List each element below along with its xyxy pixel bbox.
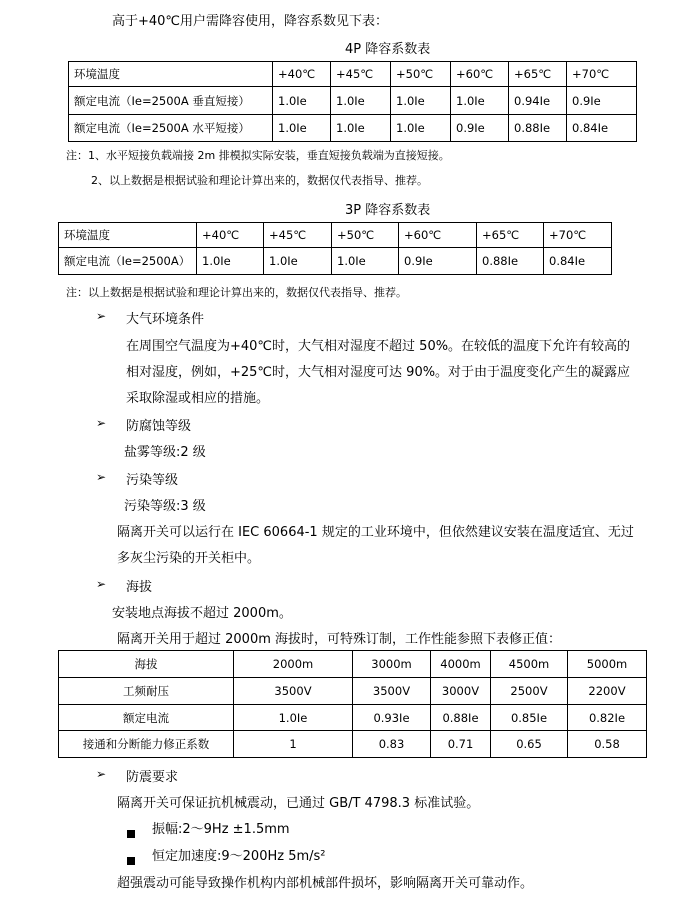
- value-cell: 1.0Ie: [197, 248, 264, 275]
- value-cell: 0.84Ie: [567, 115, 637, 142]
- value-cell: +40℃: [273, 62, 331, 87]
- value-cell: +45℃: [264, 223, 332, 248]
- square-bullet-icon: [127, 850, 135, 869]
- altitude-text-2: 隔离开关用于超过 2000m 海拔时，可特殊订制，工作性能参照下表修正值：: [117, 632, 562, 647]
- value-cell: 1.0Ie: [331, 87, 391, 115]
- value-cell: +50℃: [391, 62, 451, 87]
- table-3p-body: [59, 223, 612, 275]
- value-cell: 0.88Ie: [431, 705, 491, 731]
- seismic-warning: 超强震动可能导致操作机构内部机械部件损坏，影响隔离开关可靠动作。: [117, 876, 534, 891]
- row-label-cell: 额定电流: [59, 705, 234, 731]
- value-cell: 0.85Ie: [491, 705, 568, 731]
- value-cell: 2000m: [234, 651, 353, 678]
- value-cell: 1.0Ie: [391, 115, 451, 142]
- arrow-bullet-icon: ➢: [96, 416, 107, 430]
- corrosion-text: 盐雾等级:2 级: [124, 445, 206, 460]
- value-cell: 0.83: [353, 731, 431, 758]
- value-cell: 0.88Ie: [509, 115, 567, 142]
- value-cell: 0.9Ie: [399, 248, 477, 275]
- value-cell: 0.71: [431, 731, 491, 758]
- value-cell: 0.65: [491, 731, 568, 758]
- value-cell: 1.0Ie: [273, 87, 331, 115]
- value-cell: +40℃: [197, 223, 264, 248]
- value-cell: 1.0Ie: [264, 248, 332, 275]
- row-label-cell: 环境温度: [59, 223, 197, 248]
- table-4p-note2: 2、以上数据是根据试验和理论计算出来的，数据仅代表指导、推荐。: [91, 174, 428, 187]
- row-label-cell: 额定电流（Ie=2500A）: [59, 248, 197, 275]
- table-3p-note: 注：以上数据是根据试验和理论计算出来的，数据仅代表指导、推荐。: [66, 286, 407, 299]
- arrow-bullet-icon: ➢: [96, 309, 107, 323]
- value-cell: +70℃: [544, 223, 612, 248]
- atmos-line-1: 在周围空气温度为+40℃时，大气相对湿度不超过 50%。在较低的温度下允许有较高的: [126, 339, 631, 354]
- value-cell: 1.0Ie: [331, 115, 391, 142]
- value-cell: +50℃: [332, 223, 399, 248]
- table-row: [59, 651, 647, 678]
- value-cell: 0.94Ie: [509, 87, 567, 115]
- table-3p: [58, 222, 612, 275]
- table-row: [69, 87, 637, 115]
- value-cell: 0.84Ie: [544, 248, 612, 275]
- table-row: [69, 115, 637, 142]
- value-cell: 3500V: [353, 678, 431, 705]
- value-cell: +45℃: [331, 62, 391, 87]
- seismic-item-2: 恒定加速度:9～200Hz 5m/s²: [152, 849, 326, 864]
- row-label-cell: 环境温度: [69, 62, 273, 87]
- value-cell: 1.0Ie: [332, 248, 399, 275]
- atmos-line-3: 采取除湿或相应的措施。: [126, 391, 270, 406]
- value-cell: 0.88Ie: [477, 248, 544, 275]
- value-cell: 4000m: [431, 651, 491, 678]
- row-label-cell: 接通和分断能力修正系数: [59, 731, 234, 758]
- value-cell: 1.0Ie: [273, 115, 331, 142]
- value-cell: 1: [234, 731, 353, 758]
- value-cell: 5000m: [568, 651, 647, 678]
- value-cell: +65℃: [477, 223, 544, 248]
- altitude-heading: 海拔: [126, 580, 153, 595]
- value-cell: +70℃: [567, 62, 637, 87]
- table-row: [59, 678, 647, 705]
- value-cell: 0.9Ie: [567, 87, 637, 115]
- arrow-bullet-icon: ➢: [96, 470, 107, 484]
- pollution-heading: 污染等级: [126, 473, 179, 488]
- value-cell: 0.93Ie: [353, 705, 431, 731]
- row-label-cell: 额定电流（Ie=2500A 水平短接）: [69, 115, 273, 142]
- table-4p-title: 4P 降容系数表: [345, 42, 431, 57]
- row-label-cell: 工频耐压: [59, 678, 234, 705]
- value-cell: +65℃: [509, 62, 567, 87]
- pollution-line-2: 多灰尘污染的开关柜中。: [117, 551, 261, 566]
- pollution-text: 污染等级:3 级: [124, 499, 206, 514]
- row-label-cell: 海拔: [59, 651, 234, 678]
- atmos-line-2: 相对湿度，例如，+25℃时，大气相对湿度可达 90%。对于由于温度变化产生的凝露应: [126, 365, 631, 380]
- value-cell: 1.0Ie: [234, 705, 353, 731]
- atmos-heading: 大气环境条件: [126, 312, 205, 327]
- value-cell: 1.0Ie: [391, 87, 451, 115]
- table-altitude-body: [59, 651, 647, 758]
- value-cell: 0.82Ie: [568, 705, 647, 731]
- value-cell: 4500m: [491, 651, 568, 678]
- table-3p-title: 3P 降容系数表: [345, 203, 431, 218]
- pollution-line-1: 隔离开关可以运行在 IEC 60664-1 规定的工业环境中，但依然建议安装在温度适宜、无过: [117, 525, 634, 540]
- value-cell: +60℃: [399, 223, 477, 248]
- value-cell: 3500V: [234, 678, 353, 705]
- value-cell: 2200V: [568, 678, 647, 705]
- table-4p: [68, 61, 637, 142]
- table-row: [59, 731, 647, 758]
- table-row: [59, 248, 612, 275]
- value-cell: 3000V: [431, 678, 491, 705]
- value-cell: 3000m: [353, 651, 431, 678]
- value-cell: 0.9Ie: [451, 115, 509, 142]
- table-row: [59, 223, 612, 248]
- table-4p-body: [69, 62, 637, 142]
- intro-text: 高于+40℃用户需降容使用，降容系数见下表：: [112, 14, 389, 29]
- square-bullet-icon: [127, 823, 135, 842]
- table-row: [69, 62, 637, 87]
- value-cell: +60℃: [451, 62, 509, 87]
- arrow-bullet-icon: ➢: [96, 577, 107, 591]
- arrow-bullet-icon: ➢: [96, 767, 107, 781]
- seismic-item-1: 振幅:2～9Hz ±1.5mm: [152, 822, 290, 837]
- value-cell: 1.0Ie: [451, 87, 509, 115]
- row-label-cell: 额定电流（Ie=2500A 垂直短接）: [69, 87, 273, 115]
- table-row: [59, 705, 647, 731]
- value-cell: 0.58: [568, 731, 647, 758]
- seismic-text: 隔离开关可保证抗机械震动，已通过 GB/T 4798.3 标准试验。: [117, 796, 480, 811]
- corrosion-heading: 防腐蚀等级: [126, 419, 192, 434]
- altitude-text-1: 安装地点海拔不超过 2000m。: [112, 606, 292, 621]
- value-cell: 2500V: [491, 678, 568, 705]
- table-4p-note1: 注：1、水平短接负载端接 2m 排模拟实际安装，垂直短接负载端为直接短接。: [66, 149, 450, 162]
- table-altitude: [58, 650, 647, 758]
- seismic-heading: 防震要求: [126, 770, 179, 785]
